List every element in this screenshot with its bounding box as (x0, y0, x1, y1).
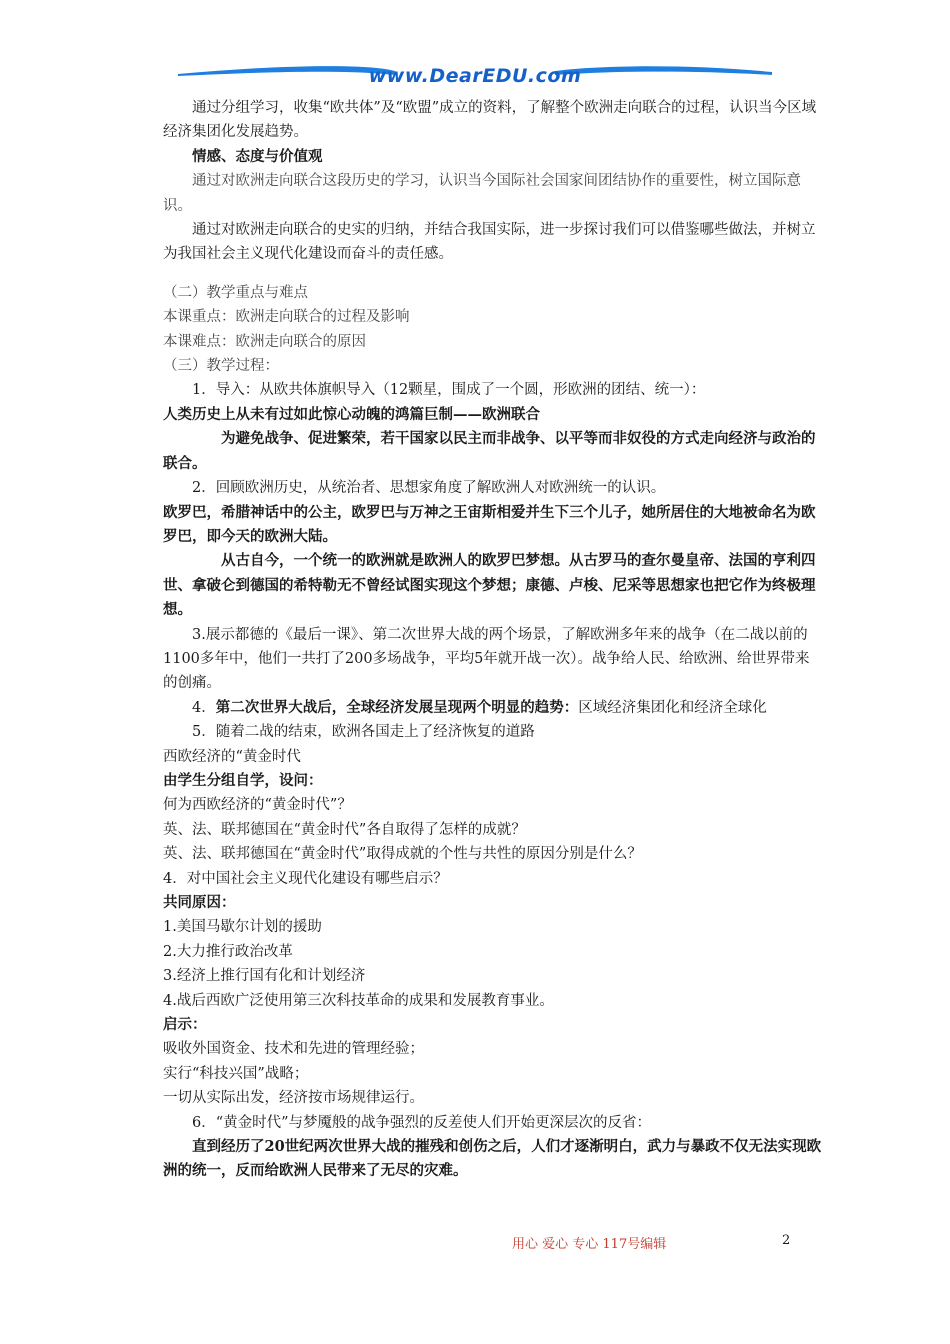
paragraph: 启示： (163, 1016, 207, 1034)
paragraph: 本课重点：欧洲走向联合的过程及影响 (163, 309, 410, 326)
paragraph: 4.战后西欧广泛使用第三次科技革命的成果和发展教育事业。 (163, 992, 554, 1009)
paragraph: 吸收外国资金、技术和先进的管理经验； (163, 1041, 424, 1058)
footer-note: 用心 爱心 专心 117号编辑 (512, 1237, 667, 1252)
paragraph: 从古自今，一个统一的欧洲就是欧洲人的欧罗巴梦想。从古罗马的查尔曼皇帝、法国的亨利四世、拿破仑到德国的希特勒无不曾经试图实现这个梦想；康德、卢梭、尼采等思想家也把它作为终极理想。 (163, 552, 816, 619)
paragraph: 6．“黄金时代”与梦魇般的战争强烈的反差使人们开始更深层次的反省： (192, 1114, 652, 1131)
paragraph: 3.展示都德的《最后一课》、第二次世界大战的两个场景，了解欧洲多年来的战争（在二战以前的1100多年中，他们一共打了200多场战争，平均5年就开战一次）。战争给人民、给欧洲、给世界带来的创痛。 (163, 626, 810, 692)
paragraph: 直到经历了20世纪两次世界大战的摧残和创伤之后，人们才逐渐明白，武力与暴政不仅无法实现欧洲的统一，反而给欧洲人民带来了无尽的灾难。 (163, 1138, 822, 1180)
paragraph: 何为西欧经济的“黄金时代”？ (163, 797, 352, 814)
document-body (163, 96, 823, 1184)
paragraph-gap (163, 267, 823, 281)
paragraph: 英、法、联邦德国在“黄金时代”各自取得了怎样的成就？ (163, 821, 526, 838)
paragraph: 实行“科技兴国”战略； (163, 1065, 309, 1082)
page-number: 2 (782, 1233, 791, 1248)
paragraph: 通过分组学习，收集“欧共体”及“欧盟”成立的资料，了解整个欧洲走向联合的过程，认识当今区域经济集团化发展趋势。 (163, 100, 817, 141)
paragraph: 4．第二次世界大战后，全球经济发展呈现两个明显的趋势：区域经济集团化和经济全球化 (192, 698, 767, 716)
paragraph: 1.美国马歇尔计划的援助 (163, 919, 322, 936)
site-header (170, 62, 780, 94)
paragraph: 由学生分组自学，设问： (163, 771, 323, 789)
site-logo-text[interactable]: www.DearEDU.com (368, 65, 582, 87)
paragraph: 英、法、联邦德国在“黄金时代”取得成就的个性与共性的原因分别是什么？ (163, 846, 642, 863)
paragraph: 人类历史上从未有过如此惊心动魄的鸿篇巨制——欧洲联合 (163, 405, 540, 423)
paragraph: 3.经济上推行国有化和计划经济 (163, 968, 366, 985)
paragraph: 4．对中国社会主义现代化建设有哪些启示？ (163, 870, 448, 887)
paragraph: 共同原因： (163, 894, 236, 911)
paragraph: 5．随着二战的结束，欧洲各国走上了经济恢复的道路 (192, 724, 535, 741)
paragraph: 通过对欧洲走向联合的史实的归纳，并结合我国实际，进一步探讨我们可以借鉴哪些做法，并树立为我国社会主义现代化建设而奋斗的责任感。 (163, 222, 816, 263)
paragraph: 2．回顾欧洲历史，从统治者、思想家角度了解欧洲人对欧洲统一的认识。 (192, 480, 666, 497)
paragraph: 1．导入：从欧共体旗帜导入（12颗星，围成了一个圆，形欧洲的团结、统一）： (192, 382, 706, 399)
bold-phrase: 第二次世界大战后，全球经济发展呈现两个明显的趋势： (215, 698, 579, 716)
paragraph: 西欧经济的“黄金时代 (163, 748, 301, 765)
paragraph: （三）教学过程： (163, 358, 279, 375)
paragraph: 欧罗巴，希腊神话中的公主，欧罗巴与万神之王宙斯相爱并生下三个儿子，她所居住的大地被命名为欧罗巴，即今天的欧洲大陆。 (163, 503, 816, 545)
paragraph: 为避免战争、促进繁荣，若干国家以民主而非战争、以平等而非奴役的方式走向经济与政治的联合。 (163, 430, 816, 472)
paragraph: 本课难点：欧洲走向联合的原因 (163, 333, 366, 350)
paragraph: （二）教学重点与难点 (163, 284, 308, 301)
paragraph: 一切从实际出发，经济按市场规律运行。 (163, 1090, 424, 1107)
paragraph: 通过对欧洲走向联合这段历史的学习，认识当今国际社会国家间团结协作的重要性，树立国际意识。 (163, 173, 801, 214)
paragraph: 情感、态度与价值观 (192, 147, 323, 165)
paragraph: 2.大力推行政治改革 (163, 943, 293, 960)
